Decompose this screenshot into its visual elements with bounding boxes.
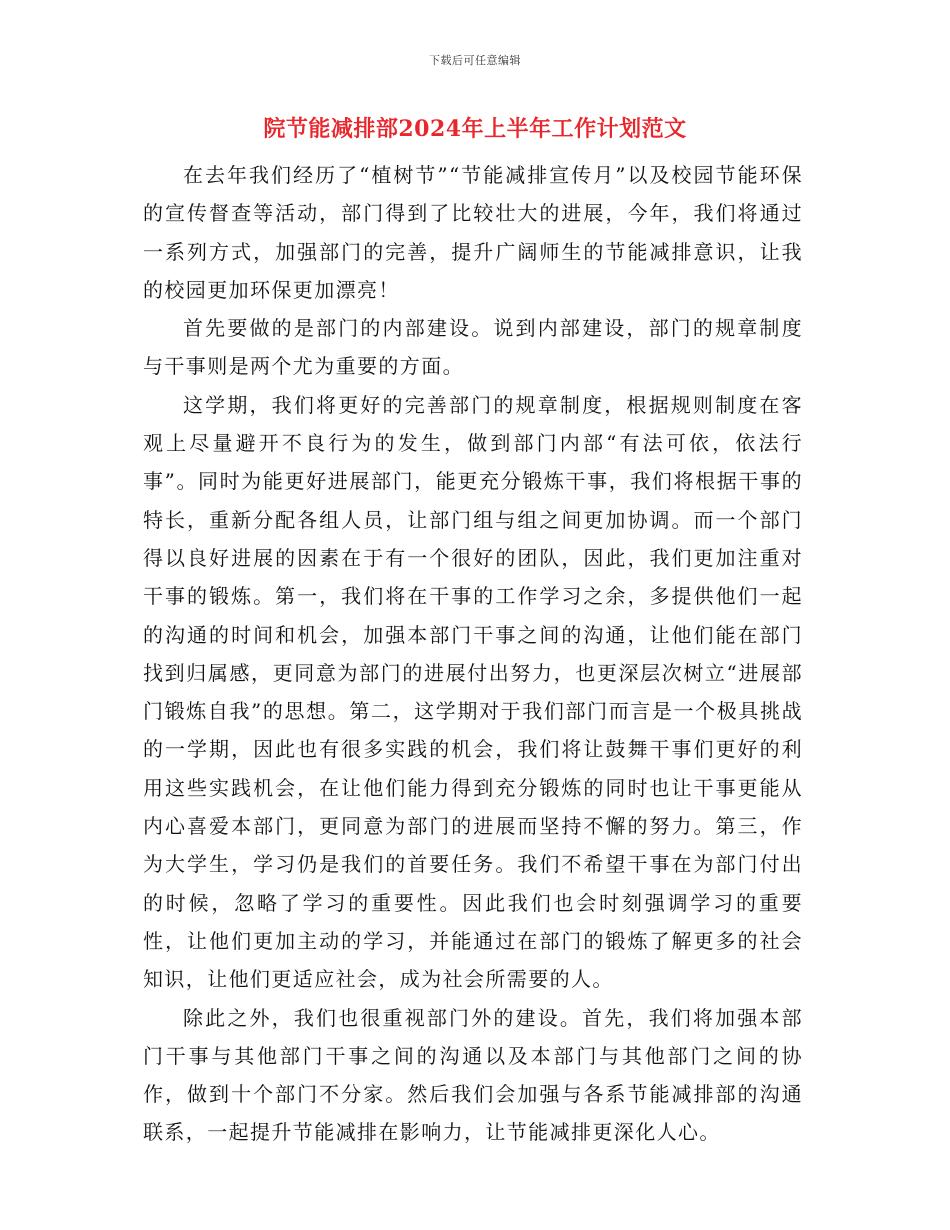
header-note: 下载后可任意编辑: [429, 54, 521, 67]
document-title: 院节能减排部2024年上半年工作计划范文: [263, 116, 687, 142]
paragraph-intro: 在去年我们经历了“植树节”“节能减排宣传月”以及校园节能环保的宣传督查等活动，部门得到了比较壮大的进展，今年，我们将通过一系列方式，加强部门的完善，提升广阔师生的节能减排意识，让我的校园更加环保更加漂亮！: [143, 163, 803, 302]
paragraph-rules-and-staff: 这学期，我们将更好的完善部门的规章制度，根据规则制度在客观上尽量避开不良行为的发生，做到部门内部“有法可依，依法行事”。同时为能更好进展部门，能更充分锻炼干事，我们将根据干事的特长，重新分配各组人员，让部门组与组之间更加协调。而一个部门得以良好进展的因素在于有一个很好的团队，因此，我们更加注重对干事的锻炼。第一，我们将在干事的工作学习之余，多提供他们一起的沟通的时间和机会，加强本部门干事之间的沟通，让他们能在部门找到归属感，更同意为部门的进展付出努力，也更深层次树立“进展部门锻炼自我”的思想。第二，这学期对于我们部门而言是一个极具挑战的一学期，因此也有很多实践的机会，我们将让鼓舞干事们更好的利用这些实践机会，在让他们能力得到充分锻炼的同时也让干事更能从内心喜爱本部门，更同意为部门的进展而坚持不懈的努力。第三，作为大学生，学习仍是我们的首要任务。我们不希望干事在为部门付出的时候，忽略了学习的重要性。因此我们也会时刻强调学习的重要性，让他们更加主动的学习，并能通过在部门的锻炼了解更多的社会知识，让他们更适应社会，成为社会所需要的人。: [143, 392, 803, 992]
document-body: [143, 156, 803, 1152]
paragraph-external-building: 除此之外，我们也很重视部门外的建设。首先，我们将加强本部门干事与其他部门干事之间的沟通以及本部门与其他部门之间的协作，做到十个部门不分家。然后我们会加强与各系节能减排部的沟通联系，一起提升节能减排在影响力，让节能减排更深化人心。: [143, 1005, 803, 1145]
paragraph-internal-building: 首先要做的是部门的内部建设。说到内部建设，部门的规章制度与干事则是两个尤为重要的方面。: [143, 316, 803, 379]
